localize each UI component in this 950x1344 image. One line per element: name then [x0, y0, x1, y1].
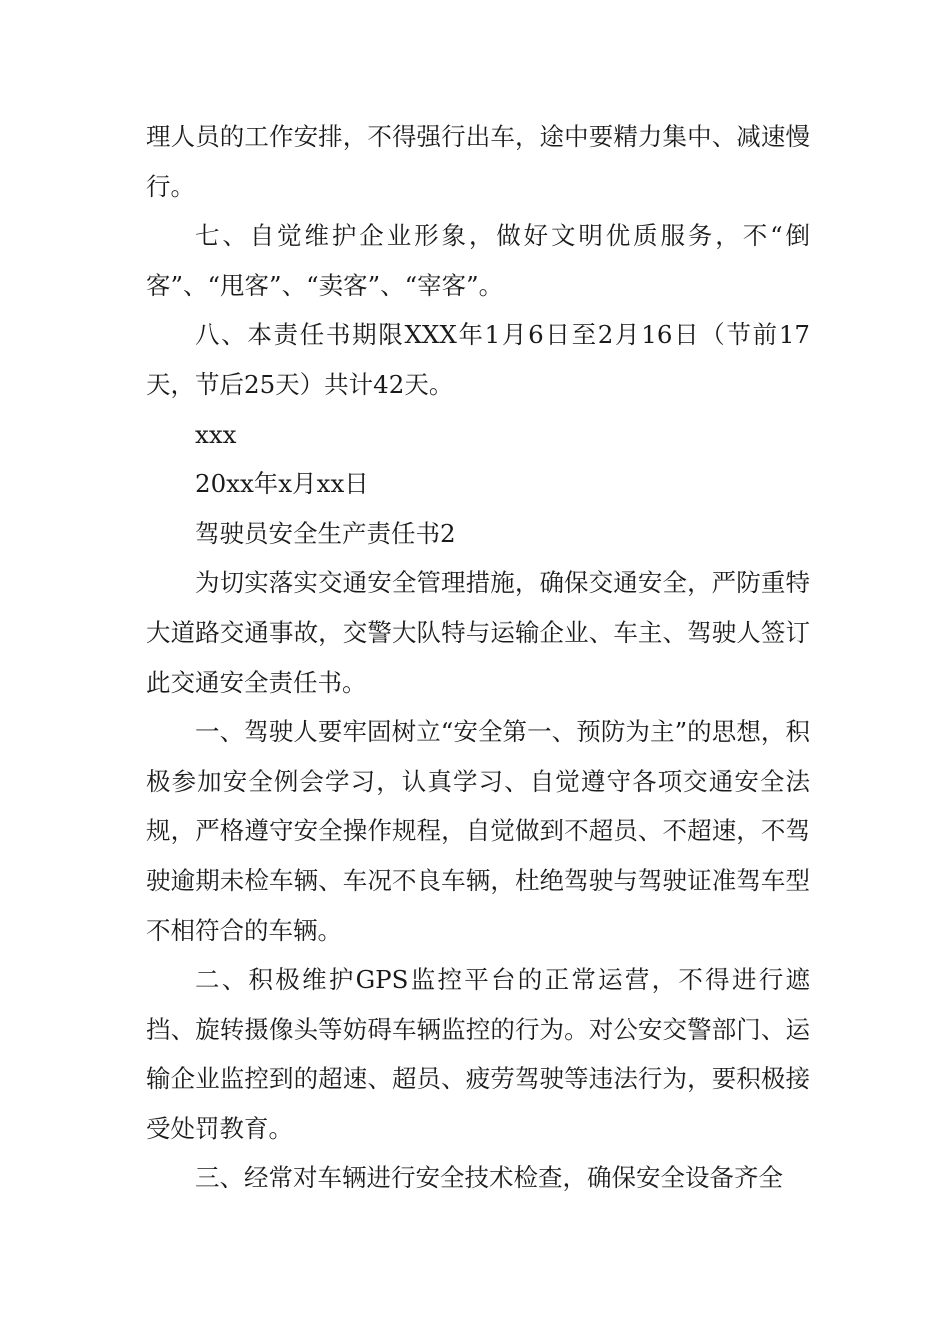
paragraph-continuation: 理人员的工作安排，不得强行出车，途中要精力集中、减速慢行。 — [146, 122, 810, 201]
paragraph-item-2: 二、积极维护GPS监控平台的正常运营，不得进行遮挡、旋转摄像头等妨碍车辆监控的行为。对公安交警部门、运输企业监控到的超速、超员、疲劳驾驶等违法行为，要积极接受处罚教育。 — [146, 965, 810, 1143]
signature-line: xxx — [195, 419, 237, 449]
paragraph-intro: 为切实落实交通安全管理措施，确保交通安全，严防重特大道路交通事故，交警大队特与运输企业、车主、驾驶人签订此交通安全责任书。 — [146, 568, 810, 697]
paragraph-item-8: 八、本责任书期限XXX年1月6日至2月16日（节前17天，节后25天）共计42天。 — [146, 320, 810, 399]
paragraph-item-1: 一、驾驶人要牢固树立“安全第一、预防为主”的思想，积极参加安全例会学习，认真学习、自觉遵守各项交通安全法规，严格遵守安全操作规程，自觉做到不超员、不超速，不驾驶逾期未检车辆、车况不良车辆，杜绝驾驶与驾驶证准驾车型不相符合的车辆。 — [146, 717, 810, 945]
date-line: 20xx年x月xx日 — [195, 469, 369, 499]
paragraph-item-7: 七、自觉维护企业形象，做好文明优质服务，不“倒客”、“甩客”、“卖客”、“宰客”。 — [146, 221, 810, 300]
section-title: 驾驶员安全生产责任书2 — [195, 518, 456, 548]
document-body — [146, 112, 810, 1203]
paragraph-item-3: 三、经常对车辆进行安全技术检查，确保安全设备齐全 — [195, 1163, 783, 1193]
